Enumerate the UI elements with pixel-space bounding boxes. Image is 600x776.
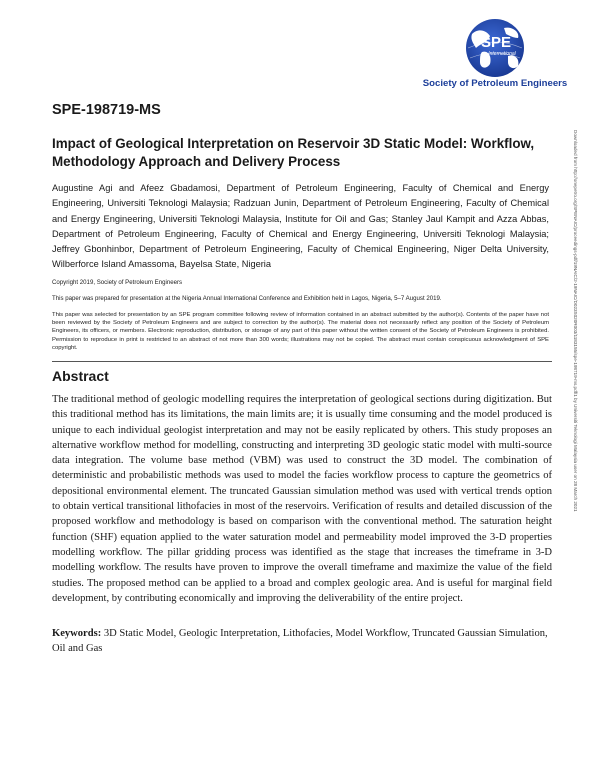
logo-subtitle: International <box>488 51 516 57</box>
paper-id: SPE-198719-MS <box>52 102 161 118</box>
keywords <box>52 626 552 656</box>
spe-logo <box>420 18 570 100</box>
keywords-label: Keywords: <box>52 628 102 639</box>
organization-name: Society of Petroleum Engineers <box>422 78 568 89</box>
review-notice: This paper was selected for presentation by an SPE program committee following review of information contained in an abstract submitted by the author(s). Contents of the paper have not been reviewed by the Society of Petroleum Engineers and are subject to correction by the author(s). The material does not necessarily reflect any position of the Society of Petroleum Engineers, its officers, or members. Electronic reproduction, distribution, or storage of any part of this paper without the written consent of the Society of Petroleum Engineers is prohibited. Permission to reproduce in print is restricted to an abstract of not more than 300 words; illustrations may not be copied. The abstract must contain conspicuous acknowledgment of SPE copyright. <box>52 312 549 351</box>
keywords-list: 3D Static Model, Geologic Interpretation, Lithofacies, Model Workflow, Truncated Gaussian Simulation, Oil and Gas <box>52 628 548 654</box>
section-divider <box>52 361 552 362</box>
conference-notice: This paper was prepared for presentation at the Nigeria Annual International Conference and Exhibition held in Lagos, Nigeria, 5–7 August 2019. <box>52 295 442 302</box>
globe-icon <box>420 18 570 80</box>
copyright-notice: Copyright 2019, Society of Petroleum Engineers <box>52 279 183 286</box>
logo-mark: SPE <box>480 34 512 51</box>
paper-title: Impact of Geological Interpretation on Reservoir 3D Static Model: Workflow, Methodology Approach and Delivery Process <box>52 136 535 169</box>
download-watermark: Downloaded from http://onepetro.org/SPENAIC/proceedings-pdf/19NAIC/2-19NAIC/D023S020R003/1183155/spe-198719-ms.pdf/1 by Universiti Teknologi Malaysia user on 28 March 2021 <box>573 130 578 512</box>
author-list: Augustine Agi and Afeez Gbadamosi, Department of Petroleum Engineering, Faculty of Chemical and Energy Engineering, Universiti Teknologi Malaysia; Radzuan Junin, Department of Petroleum Engineering, Faculty of Chemical and Energy Engineering, Universiti Teknologi Malaysia, Institute for Oil and Gas; Stanley Jaul Kampit and Azza Abbas, Department of Petroleum Engineering, Faculty of Chemical and Energy Engineering, Universiti Teknologi Malaysia; Jeffrey Gbonhinbor, Department of Petroleum Engineering, Faculty of Chemical Engineering, Niger Delta University, Wilberforce Island Amassoma, Bayelsa State, Nigeria <box>52 183 549 270</box>
abstract-body: The traditional method of geologic modelling requires the interpretation of geological sections during digitization. But this traditional method has its limitations, the main limits are; it is usually time consuming and the model produced is unique to each individual geologist interpretation and may not be easily replicated by others. This study proposes an alternative workflow method for modelling, constructing and interpreting 3D geologic static model with multi-source data integration. The volume base method (VBM) was used to construct the 3D model. The combination of deterministic and probabilistic methods was used to model the facies workflow process to capture the geometrics of depositional environmental element. The truncated Gaussian simulation method was used with vertical trends option to obtain vertical transitional lithofacies in most of the reservoirs. Verification of results and detailed discussion of the proposed workflow and methodology is based on comparison with the conventional method. The saturation height function (SHF) equation applied to the water saturation model and permeability model improved the 3-D properties modelling workflow. The pillar gridding process was identified as the stage that increases the timeframe in 3-D modelling workflow. The results have proven to improve the overall timeframe and maximize the value of the field studies. The proposed method can be applied to a broad and complex geologic area. And is useful for marginal field development, by contributing economically and improving the deliverability of the entire project. <box>52 394 552 604</box>
abstract-heading: Abstract <box>52 368 109 384</box>
